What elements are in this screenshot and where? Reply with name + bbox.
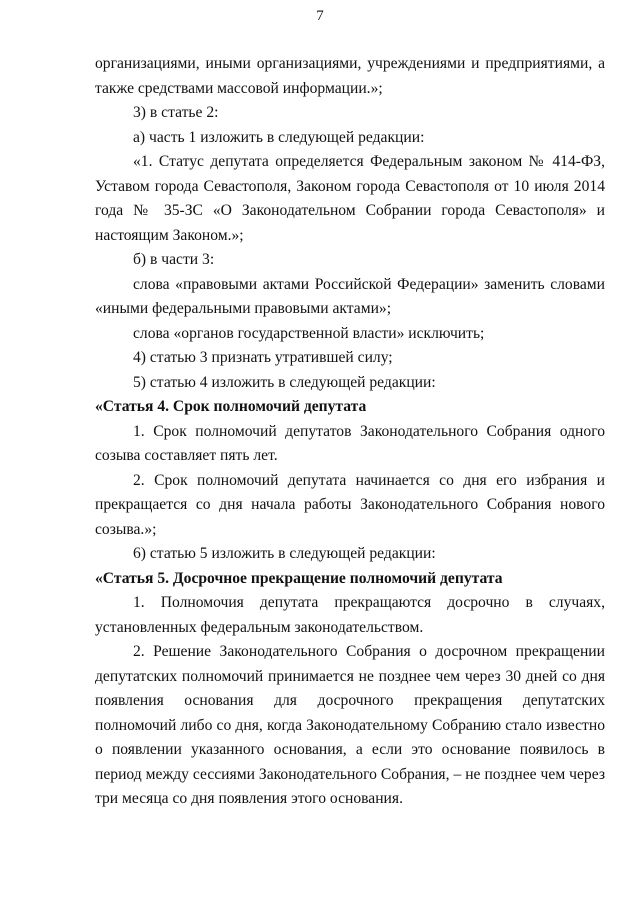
paragraph-item-4: 4) статью 3 признать утратившей силу; xyxy=(133,349,393,366)
paragraph-item-6: 6) статью 5 изложить в следующей редакции: xyxy=(133,545,436,562)
paragraph-subitem-b: б) в части 3: xyxy=(133,251,215,268)
article-5-part-2: 2. Решение Законодательного Собрания о досрочном прекращении депутатских полномочий принимается не позднее чем через 30 дней со дня появления основания для досрочного прекращения депутатских полномочий либо со дня, когда Законодательному Собранию стало известно о появлении указанного основания, а если это основание появилось в период между сессиями Законодательного Собрания, – не позднее чем через три месяца со дня появления этого основания. xyxy=(95,643,605,807)
article-4-heading: «Статья 4. Срок полномочий депутата xyxy=(95,398,367,415)
article-4-part-2: 2. Срок полномочий депутата начинается со дня его избрания и прекращается со дня начала работы Законодательного Собрания нового созыва.»; xyxy=(95,471,605,538)
paragraph-replace-words: слова «правовыми актами Российской Федерации» заменить словами «иными федеральными правовыми актами»; xyxy=(95,275,605,317)
paragraph-continuation: организациями, иными организациями, учреждениями и предприятиями, а также средствами массовой информации.»; xyxy=(95,55,605,97)
paragraph-item-3: 3) в статье 2: xyxy=(133,104,219,121)
page-number: 7 xyxy=(316,8,324,24)
paragraph-quote-part-1: «1. Статус депутата определяется Федеральным законом № 414-ФЗ, Уставом города Севастополя, Законом города Севастополя от 10 июля 2014 года № 35-ЗС «О Законодательном Собрании города Севастополя» и настоящим Законом.»; xyxy=(95,153,605,244)
article-5-part-1: 1. Полномочия депутата прекращаются досрочно в случаях, установленных федеральным законодательством. xyxy=(95,594,605,636)
paragraph-subitem-a: а) часть 1 изложить в следующей редакции: xyxy=(133,128,425,146)
document-body xyxy=(95,52,605,812)
paragraph-exclude-words: слова «органов государственной власти» исключить; xyxy=(133,324,485,342)
article-5-heading: «Статья 5. Досрочное прекращение полномочий депутата xyxy=(95,569,503,587)
paragraph-item-5: 5) статью 4 изложить в следующей редакции: xyxy=(133,373,436,391)
article-4-part-1: 1. Срок полномочий депутатов Законодательного Собрания одного созыва составляет пять лет. xyxy=(95,422,605,464)
